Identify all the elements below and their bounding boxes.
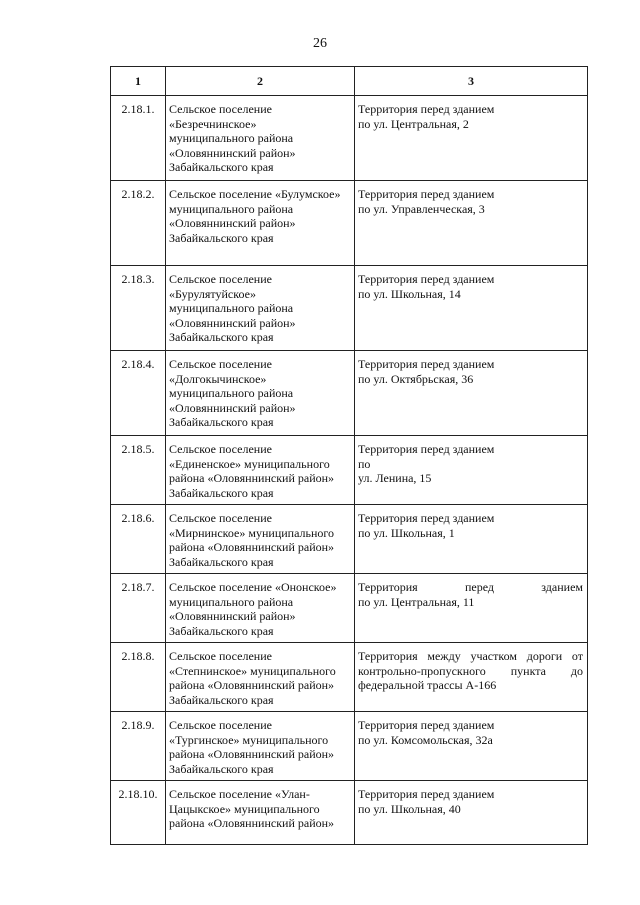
territory-line: Территория перед зданием bbox=[358, 442, 495, 456]
settlement-line: района «Оловяннинский район» bbox=[169, 816, 335, 831]
territory-line: федеральной трассы А-166 bbox=[358, 678, 497, 693]
territory-line: Территория перед зданием bbox=[358, 718, 495, 732]
territory-line: ул. Ленина, 15 bbox=[358, 471, 432, 486]
settlement-line: «Мирнинское» муниципального bbox=[169, 525, 335, 540]
territory-line: Территория перед зданием bbox=[358, 580, 583, 594]
settlement-line: «Оловяннинский район» bbox=[169, 145, 296, 160]
column-header: 3 bbox=[355, 67, 588, 96]
locations-table bbox=[110, 66, 588, 845]
settlement-line: Забайкальского края bbox=[169, 485, 274, 500]
settlement-line: Забайкальского края bbox=[169, 623, 274, 638]
territory-line: по ул. Центральная, 2 bbox=[358, 116, 469, 131]
settlement-line: «Единенское» муниципального bbox=[169, 456, 330, 471]
territory-cell bbox=[355, 351, 588, 436]
settlement-line: муниципального района bbox=[169, 301, 294, 316]
row-number: 2.18.4. bbox=[111, 351, 166, 436]
settlement-line: района «Оловяннинский район» bbox=[169, 678, 335, 693]
territory-line: по ул. Школьная, 14 bbox=[358, 286, 461, 301]
territory-line: Территория перед зданием bbox=[358, 272, 495, 286]
territory-line: Территория перед зданием bbox=[358, 787, 495, 801]
territory-cell bbox=[355, 643, 588, 712]
territory-line: по bbox=[358, 456, 371, 471]
settlement-line: района «Оловяннинский район» bbox=[169, 471, 335, 486]
settlement-line: Сельское поселение «Ононское» bbox=[169, 580, 337, 594]
settlement-line: района «Оловяннинский район» bbox=[169, 747, 335, 762]
settlement-cell bbox=[166, 181, 355, 266]
territory-line: по ул. Центральная, 11 bbox=[358, 594, 475, 609]
settlement-cell bbox=[166, 643, 355, 712]
settlement-line: «Безречнинское» bbox=[169, 116, 257, 131]
row-number: 2.18.1. bbox=[111, 96, 166, 181]
settlement-cell bbox=[166, 436, 355, 505]
settlement-line: Сельское поселение bbox=[169, 272, 272, 286]
settlement-cell bbox=[166, 712, 355, 781]
territory-line: Территория перед зданием bbox=[358, 357, 495, 371]
settlement-line: Сельское поселение bbox=[169, 102, 272, 116]
territory-line: Территория перед зданием bbox=[358, 511, 495, 525]
row-number: 2.18.8. bbox=[111, 643, 166, 712]
settlement-line: «Долгокычинское» bbox=[169, 371, 267, 386]
territory-line: по ул. Школьная, 40 bbox=[358, 801, 461, 816]
settlement-line: Забайкальского края bbox=[169, 554, 274, 569]
settlement-line: муниципального района bbox=[169, 594, 294, 609]
settlement-line: Сельское поселение «Булумское» bbox=[169, 187, 341, 201]
table-row bbox=[111, 181, 588, 266]
settlement-line: Сельское поселение bbox=[169, 511, 272, 525]
settlement-line: Цацыкское» муниципального bbox=[169, 801, 320, 816]
territory-cell bbox=[355, 96, 588, 181]
row-number: 2.18.5. bbox=[111, 436, 166, 505]
row-number: 2.18.2. bbox=[111, 181, 166, 266]
settlement-line: «Оловяннинский район» bbox=[169, 216, 296, 231]
settlement-line: Забайкальского края bbox=[169, 160, 274, 175]
territory-line: по ул. Комсомольская, 32а bbox=[358, 732, 493, 747]
table-row bbox=[111, 96, 588, 181]
row-number: 2.18.3. bbox=[111, 266, 166, 351]
table-row bbox=[111, 712, 588, 781]
territory-line: Территория перед зданием bbox=[358, 102, 495, 116]
settlement-cell bbox=[166, 781, 355, 845]
settlement-line: Забайкальского края bbox=[169, 692, 274, 707]
settlement-line: «Тургинское» муниципального bbox=[169, 732, 329, 747]
column-header: 1 bbox=[111, 67, 166, 96]
page-number: 26 bbox=[313, 36, 327, 51]
table-row bbox=[111, 505, 588, 574]
settlement-line: Сельское поселение bbox=[169, 442, 272, 456]
row-number: 2.18.10. bbox=[111, 781, 166, 845]
territory-line: по ул. Управленческая, 3 bbox=[358, 201, 485, 216]
territory-cell bbox=[355, 266, 588, 351]
table-row bbox=[111, 436, 588, 505]
row-number: 2.18.6. bbox=[111, 505, 166, 574]
settlement-line: «Бурулятуйское» bbox=[169, 286, 256, 301]
settlement-cell bbox=[166, 266, 355, 351]
settlement-line: муниципального района bbox=[169, 201, 294, 216]
row-number: 2.18.7. bbox=[111, 574, 166, 643]
territory-cell bbox=[355, 436, 588, 505]
settlement-line: Сельское поселение bbox=[169, 718, 272, 732]
table-row bbox=[111, 266, 588, 351]
settlement-line: муниципального района bbox=[169, 386, 294, 401]
territory-cell bbox=[355, 505, 588, 574]
settlement-line: Забайкальского края bbox=[169, 415, 274, 430]
table-header-row bbox=[111, 67, 588, 96]
settlement-line: района «Оловяннинский район» bbox=[169, 540, 335, 555]
settlement-line: муниципального района bbox=[169, 131, 294, 146]
settlement-cell bbox=[166, 96, 355, 181]
territory-line: Территория между участком дороги от bbox=[358, 649, 583, 663]
settlement-cell bbox=[166, 505, 355, 574]
settlement-cell bbox=[166, 574, 355, 643]
territory-cell bbox=[355, 712, 588, 781]
settlement-line: Забайкальского края bbox=[169, 330, 274, 345]
territory-cell bbox=[355, 781, 588, 845]
table-row bbox=[111, 781, 588, 845]
table-row bbox=[111, 643, 588, 712]
settlement-cell bbox=[166, 351, 355, 436]
settlement-line: «Оловяннинский район» bbox=[169, 609, 296, 624]
settlement-line: «Оловяннинский район» bbox=[169, 400, 296, 415]
row-number: 2.18.9. bbox=[111, 712, 166, 781]
table-row bbox=[111, 574, 588, 643]
territory-cell bbox=[355, 574, 588, 643]
settlement-line: Сельское поселение bbox=[169, 357, 272, 371]
column-header: 2 bbox=[166, 67, 355, 96]
territory-cell bbox=[355, 181, 588, 266]
table-row bbox=[111, 351, 588, 436]
settlement-line: Сельское поселение «Улан- bbox=[169, 787, 310, 801]
territory-line: Территория перед зданием bbox=[358, 187, 495, 201]
settlement-line: Забайкальского края bbox=[169, 761, 274, 776]
settlement-line: «Оловяннинский район» bbox=[169, 315, 296, 330]
territory-line: контрольно-пропускного пункта до bbox=[358, 663, 583, 678]
settlement-line: «Степнинское» муниципального bbox=[169, 663, 336, 678]
territory-line: по ул. Школьная, 1 bbox=[358, 525, 455, 540]
settlement-line: Забайкальского края bbox=[169, 230, 274, 245]
territory-line: по ул. Октябрьская, 36 bbox=[358, 371, 474, 386]
settlement-line: Сельское поселение bbox=[169, 649, 272, 663]
